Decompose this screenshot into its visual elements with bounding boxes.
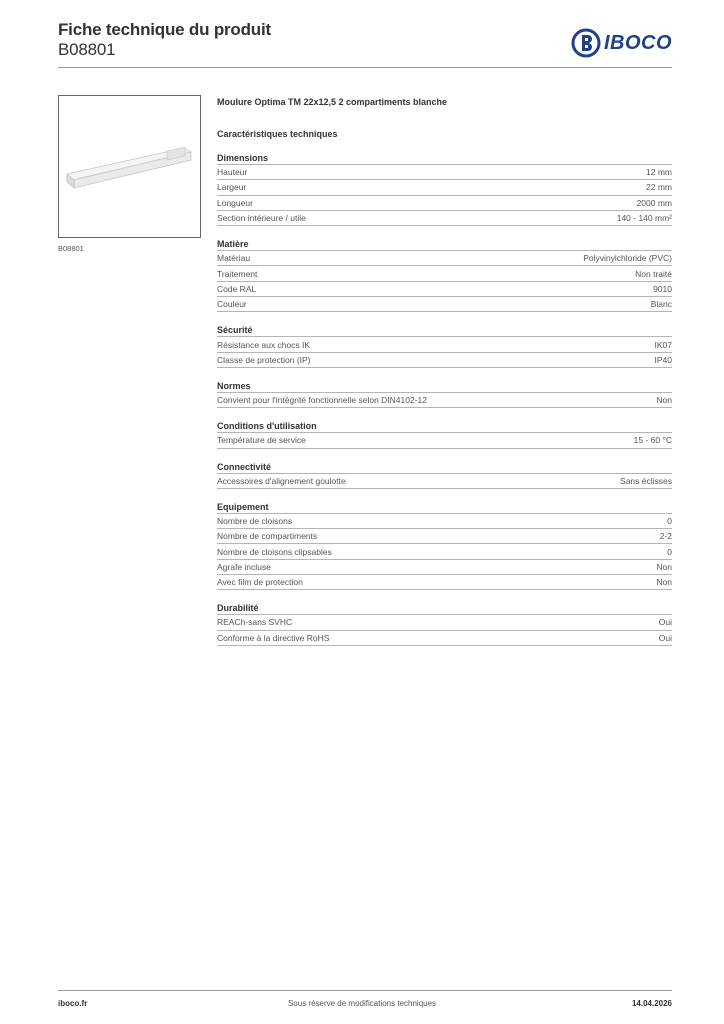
spec-value: 2000 mm bbox=[636, 197, 672, 208]
spec-section bbox=[217, 320, 672, 368]
spec-label: Accessoires d'alignement goulotte bbox=[217, 475, 346, 486]
spec-label: Nombre de cloisons clipsables bbox=[217, 546, 332, 557]
spec-section bbox=[217, 234, 672, 312]
spec-value: 140 - 140 mm² bbox=[616, 213, 672, 224]
spec-row bbox=[217, 265, 672, 280]
cable-duct-illustration bbox=[59, 96, 200, 237]
spec-label: Couleur bbox=[217, 299, 247, 310]
spec-value: Oui bbox=[658, 617, 672, 628]
section-title: Matière bbox=[217, 239, 249, 250]
spec-value: IK07 bbox=[654, 339, 672, 350]
spec-value: 0 bbox=[667, 546, 672, 557]
iboco-logo-icon bbox=[571, 28, 601, 58]
spec-value: 12 mm bbox=[646, 167, 672, 178]
spec-row bbox=[217, 574, 672, 590]
spec-row bbox=[217, 473, 672, 489]
spec-value: Blanc bbox=[650, 299, 672, 310]
spec-value: 2-2 bbox=[659, 531, 672, 542]
product-code: B08801 bbox=[58, 40, 116, 59]
footer-divider bbox=[58, 990, 672, 991]
spec-value: 0 bbox=[667, 516, 672, 526]
spec-label: Hauteur bbox=[217, 167, 248, 178]
page-header bbox=[58, 20, 672, 70]
section-title: Equipement bbox=[217, 501, 269, 512]
spec-section bbox=[217, 497, 672, 590]
spec-row bbox=[217, 528, 672, 543]
spec-rows bbox=[217, 432, 672, 448]
spec-label: Code RAL bbox=[217, 283, 257, 294]
spec-row bbox=[217, 179, 672, 194]
spec-value: Non bbox=[656, 395, 672, 406]
spec-rows bbox=[217, 513, 672, 590]
spec-value: Non traité bbox=[635, 268, 672, 279]
spec-value: Sans éclisses bbox=[620, 475, 672, 486]
spec-row bbox=[217, 543, 672, 558]
spec-label: Matériau bbox=[217, 253, 251, 264]
spec-label: REACh-sans SVHC bbox=[217, 617, 293, 628]
spec-label: Convient pour l'intégrité fonctionnelle selon DIN4102-12 bbox=[217, 395, 428, 406]
spec-rows bbox=[217, 250, 672, 312]
spec-row bbox=[217, 164, 672, 179]
logo-text: IBOCO bbox=[603, 31, 672, 54]
spec-label: Agrafe incluse bbox=[217, 561, 271, 572]
header-divider bbox=[58, 67, 672, 68]
spec-value: 9010 bbox=[653, 283, 672, 294]
image-caption: B08801 bbox=[58, 244, 84, 253]
spec-rows bbox=[217, 614, 672, 646]
spec-row bbox=[217, 296, 672, 312]
spec-label: Conforme à la directive RoHS bbox=[217, 632, 330, 643]
product-image bbox=[58, 95, 201, 238]
product-title: Moulure Optima TM 22x12,5 2 compartiments blanche bbox=[217, 97, 448, 107]
spec-content bbox=[217, 96, 672, 646]
page-title: Fiche technique du produit bbox=[58, 20, 271, 39]
spec-label: Avec film de protection bbox=[217, 577, 303, 588]
spec-rows bbox=[217, 392, 672, 408]
spec-sections bbox=[217, 148, 672, 646]
section-title: Conditions d'utilisation bbox=[217, 421, 317, 432]
spec-section bbox=[217, 376, 672, 408]
section-title: Sécurité bbox=[217, 325, 253, 336]
footer-date: 14.04.2026 bbox=[631, 999, 672, 1008]
spec-value: Non bbox=[656, 577, 672, 588]
section-title: Connectivité bbox=[217, 461, 272, 472]
spec-row bbox=[217, 195, 672, 210]
spec-section bbox=[217, 416, 672, 448]
spec-row bbox=[217, 352, 672, 368]
spec-rows bbox=[217, 336, 672, 368]
iboco-logo bbox=[571, 28, 672, 58]
spec-row bbox=[217, 210, 672, 226]
spec-value: Polyvinylchloride (PVC) bbox=[583, 253, 672, 264]
spec-value: Non bbox=[656, 561, 672, 572]
spec-section bbox=[217, 148, 672, 226]
spec-section bbox=[217, 598, 672, 646]
footer-disclaimer: Sous réserve de modifications techniques bbox=[287, 999, 437, 1008]
spec-label: Nombre de cloisons bbox=[217, 516, 293, 526]
spec-value: 22 mm bbox=[646, 182, 672, 193]
spec-row bbox=[217, 392, 672, 408]
spec-label: Classe de protection (IP) bbox=[217, 354, 311, 365]
spec-rows bbox=[217, 473, 672, 489]
spec-label: Nombre de compartiments bbox=[217, 531, 318, 542]
spec-row bbox=[217, 336, 672, 351]
spec-section bbox=[217, 457, 672, 489]
spec-row bbox=[217, 630, 672, 646]
spec-label: Traitement bbox=[217, 268, 258, 279]
footer-website: iboco.fr bbox=[58, 999, 88, 1008]
spec-label: Résistance aux chocs IK bbox=[217, 339, 311, 350]
spec-row bbox=[217, 559, 672, 574]
section-title: Durabilité bbox=[217, 603, 259, 614]
spec-rows bbox=[217, 164, 672, 226]
section-title: Dimensions bbox=[217, 153, 269, 163]
spec-value: IP40 bbox=[654, 354, 672, 365]
spec-label: Température de service bbox=[217, 435, 306, 446]
spec-row bbox=[217, 250, 672, 265]
spec-row bbox=[217, 281, 672, 296]
spec-row bbox=[217, 614, 672, 629]
spec-label: Section intérieure / utile bbox=[217, 213, 306, 224]
spec-label: Longueur bbox=[217, 197, 253, 208]
spec-value: 15 - 60 °C bbox=[633, 435, 672, 446]
section-title: Normes bbox=[217, 380, 251, 391]
spec-label: Largeur bbox=[217, 182, 247, 193]
spec-value: Oui bbox=[658, 632, 672, 643]
spec-subtitle: Caractéristiques techniques bbox=[217, 129, 338, 139]
spec-row bbox=[217, 432, 672, 448]
spec-row bbox=[217, 513, 672, 528]
